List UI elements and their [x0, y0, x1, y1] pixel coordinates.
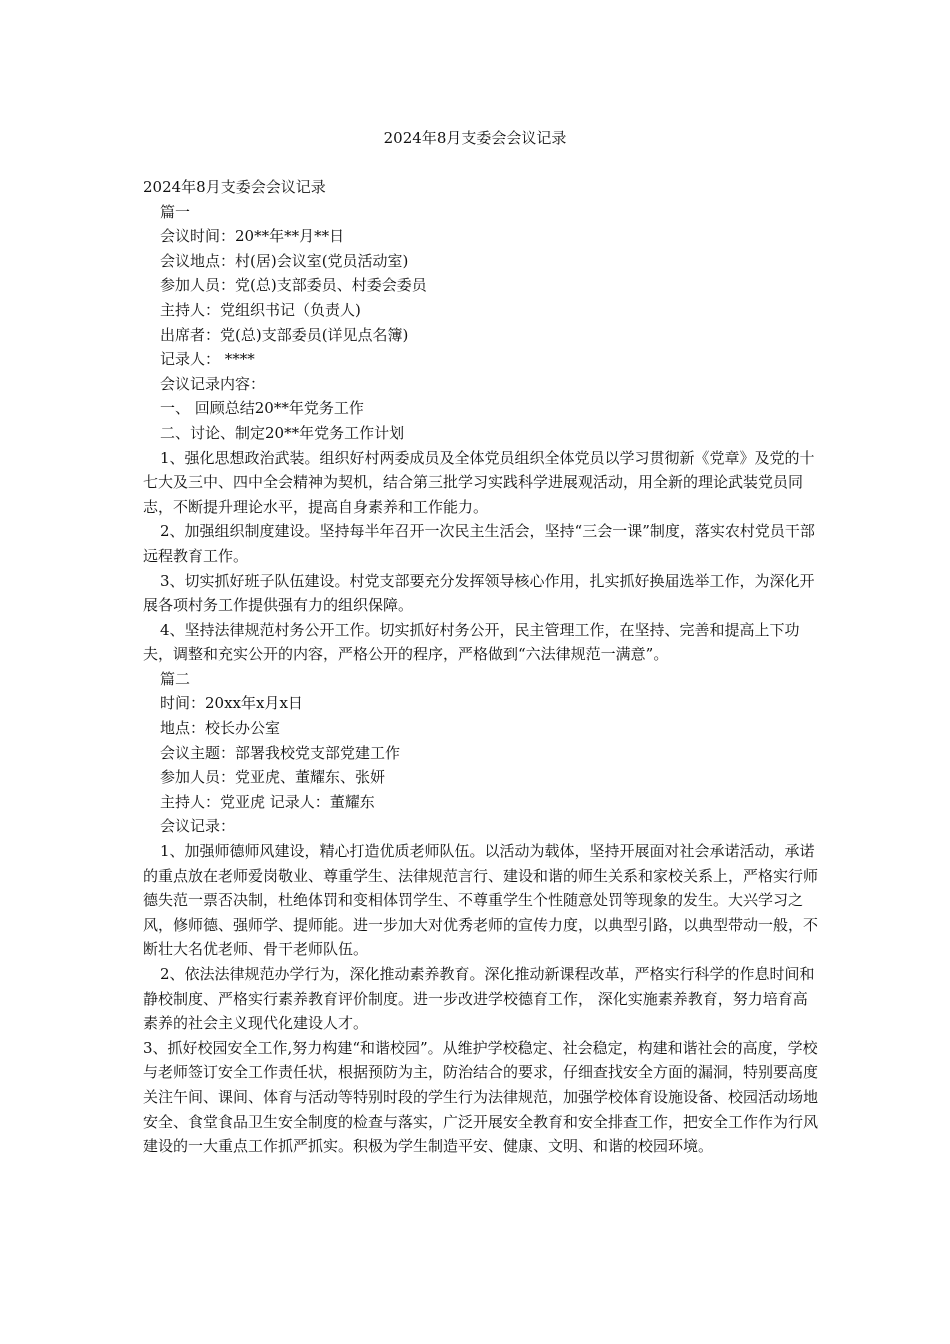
paragraph: 会议地点：村(居)会议室(党员活动室): [160, 251, 409, 270]
paragraph: 篇二: [160, 669, 191, 688]
paragraph: 3、抓好校园安全工作,努力构建“和谐校园”。从维护学校稳定、社会稳定，构建和谐社会的高度，学校与老师签订安全工作责任状，根据预防为主，防治结合的要求，仔细查找安全方面的漏洞，特别要高度关注午间、课间、体育与活动等特别时段的学生行为法律规范，加强学校体育设施设备、校园活动场地安全、食堂食品卫生安全制度的检查与落实，广泛开展安全教育和安全排查工作，把安全工作作为行风建设的一大重点工作抓严抓实。积极为学生制造平安、健康、文明、和谐的校园环境。: [143, 1038, 819, 1156]
paragraph: 记录人： ****: [160, 350, 255, 369]
paragraph: 4、坚持法律规范村务公开工作。切实抓好村务公开，民主管理工作，在坚持、完善和提高上下功夫，调整和充实公开的内容，严格公开的程序，严格做到“六法律规范一满意”。: [143, 620, 800, 664]
document-body: [143, 175, 819, 1159]
paragraph: 一、 回顾总结20**年党务工作: [160, 399, 364, 418]
paragraph-list: [143, 200, 819, 1159]
document-subtitle: 2024年8月支委会会议记录: [143, 178, 326, 196]
paragraph: 时间：20xx年x月x日: [160, 694, 303, 713]
paragraph: 会议时间：20**年**月**日: [160, 227, 345, 246]
paragraph: 二、讨论、制定20**年党务工作计划: [160, 423, 405, 442]
paragraph: 2、加强组织制度建设。坚持每半年召开一次民主生活会，坚持“三会一课”制度，落实农村党员干部远程教育工作。: [143, 522, 815, 565]
paragraph: 会议主题：部署我校党支部党建工作: [160, 743, 401, 762]
paragraph: 2、依法法律规范办学行为，深化推动素养教育。深化推动新课程改革，严格实行科学的作息时间和静校制度、严格实行素养教育评价制度。进一步改进学校德育工作， 深化实施素养教育，努力培育高素养的社会主义现代化建设人才。: [143, 965, 815, 1033]
paragraph: 会议记录：: [160, 817, 236, 836]
paragraph: 主持人：党组织书记（负责人): [160, 300, 361, 319]
paragraph: 3、切实抓好班子队伍建设。村党支部要充分发挥领导核心作用，扎实抓好换届选举工作，为深化开展各项村务工作提供强有力的组织保障。: [143, 571, 815, 615]
page-title: 2024年8月支委会会议记录: [383, 129, 567, 147]
paragraph: 1、强化思想政治武装。组织好村两委成员及全体党员组织全体党员以学习贯彻新《党章》及党的十七大及三中、四中全会精神为契机，结合第三批学习实践科学进展观活动，用全新的理论武装党员同志，不断提升理论水平，提高自身素养和工作能力。: [143, 448, 815, 516]
paragraph: 参加人员：党(总)支部委员、村委会委员: [160, 276, 427, 295]
paragraph: 参加人员：党亚虎、董耀东、张妍: [160, 768, 386, 787]
paragraph: 出席者：党(总)支部委员(详见点名簿): [160, 325, 409, 344]
paragraph: 会议记录内容：: [160, 374, 266, 393]
paragraph: 篇一: [160, 202, 191, 221]
paragraph: 主持人：党亚虎 记录人：董耀东: [160, 792, 375, 811]
paragraph: 1、加强师德师风建设，精心打造优质老师队伍。以活动为载体，坚持开展面对社会承诺活动，承诺的重点放在老师爱岗敬业、尊重学生、法律规范言行、建设和谐的师生关系和家校关系上，严格实行师德失范一票否决制，杜绝体罚和变相体罚学生、不尊重学生个性随意处罚等现象的发生。大兴学习之风，修师德、强师学、提师能。进一步加大对优秀老师的宣传力度，以典型引路，以典型带动一般，不断壮大名优老师、骨干老师队伍。: [143, 842, 819, 959]
paragraph: 地点：校长办公室: [160, 719, 281, 738]
